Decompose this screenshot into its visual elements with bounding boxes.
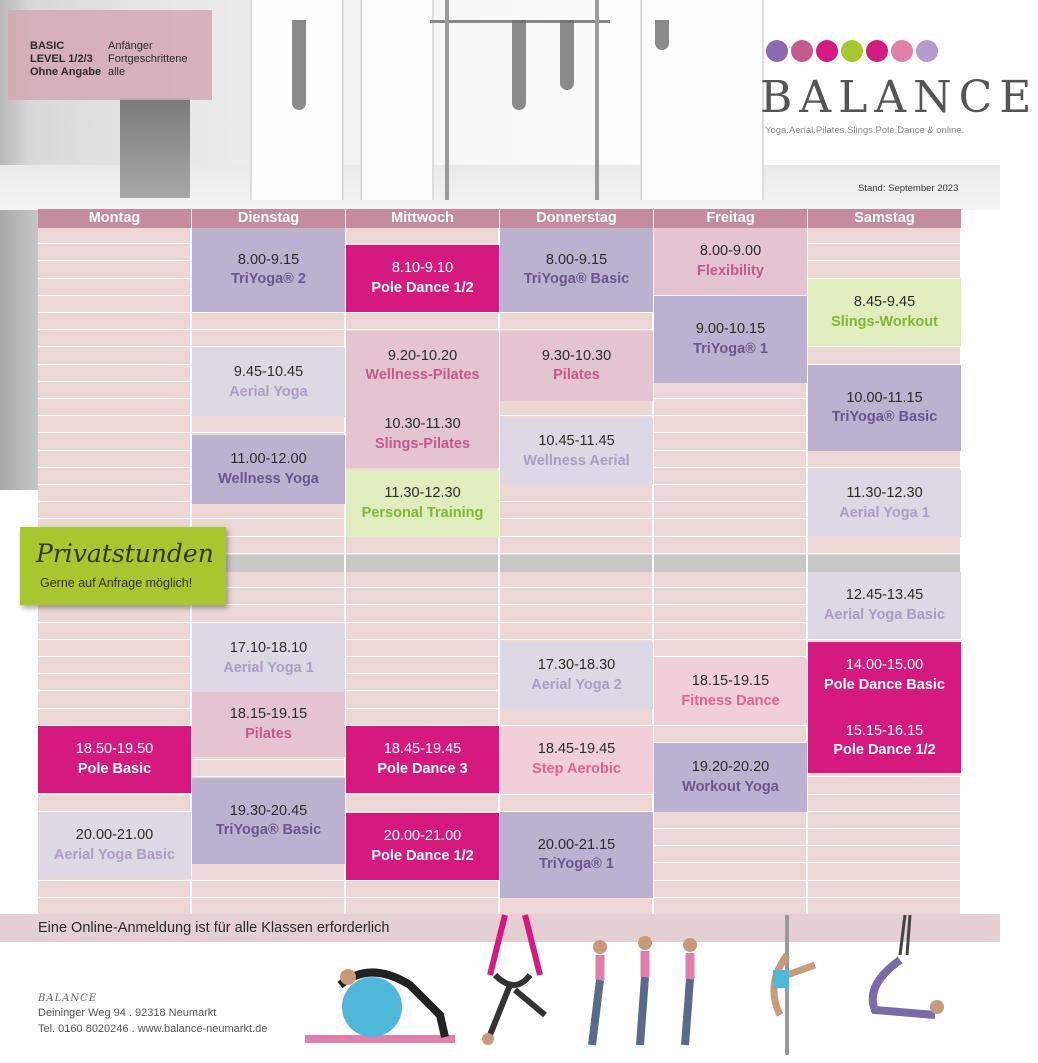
logo-sport-icon [841,40,863,62]
studio-door [120,98,190,198]
private-lessons-badge [20,527,226,605]
class-slot [346,726,499,793]
class-name: TriYoga® 1 [693,340,768,357]
class-name: Pole Dance 1/2 [371,847,474,864]
class-name: Wellness-Pilates [365,367,480,383]
class-time: 17.10-18.10 [229,640,308,656]
class-time: 10.00-11.15 [846,389,923,406]
dance-group-figure [570,935,740,1055]
class-name: Aerial Yoga Basic [823,606,946,623]
class-slot [500,418,653,485]
class-slot [192,348,345,417]
footer-address: Deininger Weg 94 . 92318 Neumarkt [38,1007,217,1019]
aerial-yoga-figure [470,915,560,1050]
class-slot [500,228,653,312]
class-time: 9.45-10.45 [233,364,304,380]
pilates-ball-figure [300,955,460,1045]
class-slot [192,692,345,757]
grid-column-line [498,209,500,914]
class-time: 8.10-9.10 [391,260,454,276]
class-name: Flexibility [697,262,764,279]
class-time: 10.45-11.45 [538,433,615,449]
class-slot [808,642,961,709]
class-slot [192,778,345,864]
level-123: LEVEL 1/2/3 Fortgeschrittene [30,53,188,65]
footer-contact: Tel. 0160 8020246 . www.balance-neumarkt.de [38,1023,268,1035]
pole-dance-pole [445,0,449,200]
class-slot [346,470,499,537]
day-header-freitag: Freitag [654,209,807,228]
class-slot [808,279,961,346]
class-time: 18.15-19.15 [691,673,770,689]
class-time: 12.45-13.45 [845,587,924,603]
class-slot [808,572,961,639]
class-time: 9.00-10.15 [695,321,766,337]
class-name: TriYoga® 2 [231,271,306,287]
class-name: Aerial Yoga 1 [839,504,930,521]
logo-sport-icon [816,40,838,62]
logo-sport-icon [916,40,938,62]
class-name: Wellness Yoga [218,470,319,487]
level-basic: BASIC Anfänger [30,40,153,52]
class-time: 14.00-15.00 [845,657,924,673]
class-time: 20.00-21.15 [537,836,616,853]
class-slot [346,245,499,312]
class-name: Pole Dance 3 [377,760,468,777]
class-time: 8.45-9.45 [853,294,916,310]
class-slot [500,726,653,793]
class-slot [654,228,807,295]
class-name: Slings-Pilates [374,435,471,452]
class-name: Aerial Yoga 2 [531,676,622,693]
class-name: Step Aerobic [532,760,621,777]
day-header-samstag: Samstag [808,209,961,228]
class-name: Aerial Yoga Basic [53,846,176,863]
class-name: Fitness Dance [681,692,780,709]
class-slot [192,435,345,504]
photo-edge [0,210,38,490]
stand-date: Stand: September 2023 [858,183,959,194]
aerial-sling [655,20,669,50]
class-name: Workout Yoga [682,778,779,795]
studio-window [360,0,434,200]
class-time: 8.00-9.00 [699,243,762,259]
logo-sport-icon [866,40,888,62]
pole-dance-figure [755,915,825,1055]
class-slot [808,470,961,537]
class-name: Pole Basic [77,760,152,777]
class-slot [500,331,653,401]
class-time: 9.30-10.30 [541,347,612,364]
class-name: Pilates [553,367,600,383]
logo-wordmark: BALANCE [760,72,1038,123]
class-name: TriYoga® Basic [831,409,938,425]
class-time: 18.15-19.15 [229,706,308,722]
class-time: 11.30-12.30 [384,485,461,501]
class-name: Pole Dance 1/2 [833,742,936,758]
class-time: 17.30-18.30 [537,657,616,673]
class-name: TriYoga® Basic [215,822,322,838]
class-slot [808,709,961,773]
class-name: Pilates [245,725,292,742]
logo-sport-icon [891,40,913,62]
online-registration-notice: Eine Online-Anmeldung ist für alle Klassen erforderlich [38,920,390,936]
class-time: 18.45-19.45 [537,741,616,757]
class-name: TriYoga® 1 [539,856,614,872]
class-slot [192,624,345,693]
class-name: Aerial Yoga 1 [223,659,314,676]
class-slot [654,658,807,725]
class-slot [38,812,191,879]
class-slot [192,228,345,312]
class-slot [654,743,807,812]
aerial-sling [512,20,526,110]
class-slot [500,642,653,709]
class-name: Slings-Workout [831,313,938,330]
class-slot [346,331,499,401]
private-lessons-subtitle: Gerne auf Anfrage möglich! [40,576,193,590]
class-slot [808,365,961,451]
class-name: Pole Dance 1/2 [371,279,474,296]
class-time: 19.30-20.45 [229,802,308,819]
class-time: 11.30-12.30 [846,485,923,501]
class-slot [654,296,807,383]
logo-tagline: Yoga.Aerial.Pilates.Slings.Pole.Dance & online. [765,125,965,136]
day-header-donnerstag: Donnerstag [500,209,653,228]
class-time: 20.00-21.00 [75,827,154,843]
class-name: TriYoga® Basic [523,271,630,287]
class-time: 20.00-21.00 [383,828,462,844]
class-slot [38,726,191,793]
footer-logo: BALANCE [38,993,98,1004]
level-none: Ohne Angabe alle [30,66,126,78]
class-time: 19.20-20.20 [691,759,770,775]
pole-dance-pole [595,0,599,200]
day-header-mittwoch: Mittwoch [346,209,499,228]
class-name: Personal Training [361,504,484,521]
class-slot [500,812,653,898]
class-time: 18.45-19.45 [383,741,462,757]
class-time: 9.20-10.20 [387,347,458,364]
day-header-montag: Montag [38,209,191,228]
class-time: 8.00-9.15 [237,251,300,268]
class-time: 18.50-19.50 [75,741,154,757]
class-name: Pole Dance Basic [824,676,945,693]
class-time: 15.15-16.15 [845,722,924,739]
aerial-sling [560,20,574,90]
class-time: 11.00-12.00 [230,451,307,467]
private-lessons-title: Privatstunden [36,539,214,568]
day-header-dienstag: Dienstag [192,209,345,228]
class-slot [346,813,499,880]
class-name: Wellness Aerial [523,452,630,469]
class-name: Aerial Yoga [229,383,308,400]
aerial-sling [292,20,306,110]
slings-figure [845,915,955,1035]
class-time: 8.00-9.15 [545,251,608,268]
class-time: 10.30-11.30 [384,416,461,432]
logo-sport-icon [791,40,813,62]
class-slot [346,401,499,468]
logo-sport-icon [766,40,788,62]
